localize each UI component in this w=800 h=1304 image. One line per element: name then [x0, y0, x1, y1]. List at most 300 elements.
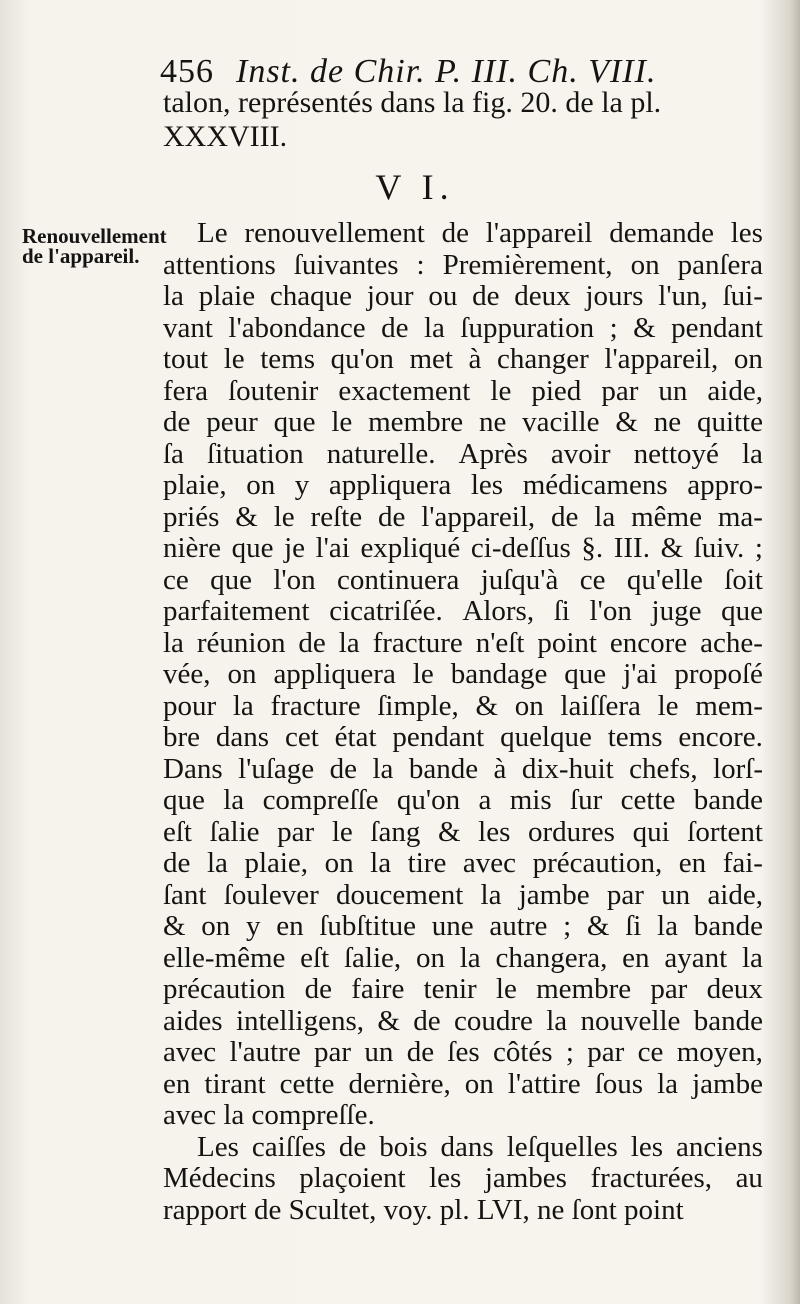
text-line [163, 817, 763, 849]
word: de [441, 217, 469, 249]
word: en [163, 1067, 191, 1100]
text-line [163, 628, 763, 660]
word: ſortent [687, 815, 763, 848]
word: ſoulever [223, 878, 319, 911]
word: Les [197, 1130, 239, 1163]
word: deux [706, 973, 763, 1005]
word: j'ai [623, 658, 658, 690]
word: ſuppuration [460, 311, 595, 344]
word: la [657, 910, 678, 942]
word: appliquera [273, 658, 396, 690]
word: bande [693, 1004, 763, 1037]
text-line [163, 848, 763, 880]
text-line [163, 1069, 763, 1101]
word: de [472, 280, 500, 312]
word: on [415, 941, 445, 974]
word: chefs, [629, 752, 698, 785]
word: encore. [678, 721, 763, 753]
word: un [364, 1036, 394, 1068]
text-line [163, 1006, 763, 1038]
word: caiſſes [251, 1130, 326, 1163]
text-line [163, 785, 763, 817]
word: par [314, 1036, 352, 1068]
word: cette [620, 784, 676, 816]
word: les [429, 1162, 462, 1194]
word: le [331, 815, 353, 848]
word: le [657, 689, 679, 722]
text-line [163, 911, 763, 943]
word: ma- [717, 500, 763, 533]
word: ne [537, 1193, 565, 1226]
word: mis [509, 784, 552, 816]
word: l'attire [507, 1067, 581, 1100]
word: nouvelle [580, 1004, 681, 1037]
word: même [631, 500, 702, 533]
word: je [284, 532, 305, 564]
word: réunion [196, 626, 286, 659]
word: jour [366, 280, 414, 312]
word: ſuivantes [293, 248, 399, 281]
word: une [431, 910, 474, 942]
word: tirant [204, 1067, 266, 1100]
word: que [210, 563, 252, 596]
page-number: 456 [160, 53, 214, 90]
word: aide, [707, 374, 763, 407]
word: priés [163, 500, 220, 533]
paragraph-body [163, 218, 763, 1226]
word: y [294, 469, 310, 501]
word: quelque [500, 721, 592, 753]
word: la [206, 847, 228, 879]
word: ſont [571, 1193, 617, 1226]
word: l'appareil, [604, 343, 719, 375]
word: le [412, 658, 434, 690]
word: la [232, 689, 254, 722]
word: ſur [570, 784, 603, 816]
word: aides [163, 1004, 223, 1037]
word: mem- [695, 689, 763, 722]
text-line [163, 722, 763, 754]
word: l'appareil [485, 217, 593, 249]
word: plaie, [163, 469, 227, 501]
word: vée, [163, 658, 211, 690]
word: un [658, 374, 688, 407]
word: qui [632, 815, 670, 848]
word: point [624, 1193, 684, 1226]
word: la [163, 280, 184, 312]
text-line [163, 344, 763, 376]
word: & [660, 532, 684, 564]
word: l'autre [229, 1036, 301, 1068]
word: ache- [700, 626, 763, 659]
word: plaçoient [299, 1162, 406, 1194]
word: la [657, 1067, 679, 1100]
word: ce [637, 1036, 664, 1068]
word: Le [197, 217, 228, 249]
word: de [381, 311, 409, 344]
word: les [630, 1130, 664, 1163]
word: ſi [553, 595, 570, 627]
word: qu'elle [626, 563, 703, 596]
word: l'appareil, [421, 500, 536, 533]
word: naturelle. [326, 437, 436, 470]
word: & [633, 311, 656, 344]
word: §. [581, 532, 604, 564]
word: la [424, 311, 445, 344]
word: cet [284, 721, 319, 753]
word: précaution [163, 973, 286, 1005]
word: pour [163, 689, 217, 722]
word: a [478, 784, 492, 816]
word: & [586, 910, 610, 942]
word: on [227, 658, 257, 690]
word: encore [609, 626, 688, 659]
word: l'un, [658, 280, 708, 312]
word: la [594, 500, 616, 533]
text-line [163, 533, 763, 565]
word: un [661, 878, 691, 911]
word: la [742, 437, 763, 470]
word: par [587, 1036, 625, 1068]
word: nière [163, 532, 221, 564]
word: ſalie, [343, 941, 402, 974]
text-line [163, 1132, 763, 1164]
word: ce [163, 563, 189, 596]
word: que [721, 595, 763, 627]
word: de [254, 1193, 282, 1226]
word: bande [408, 752, 479, 785]
word: l'on [273, 563, 316, 596]
word: avoir [550, 437, 611, 470]
word: la [223, 784, 245, 816]
word: cette [279, 1067, 335, 1100]
word: ; [754, 532, 763, 564]
word: l'on [589, 595, 632, 627]
word: elle-même [163, 941, 286, 974]
word: ordures [527, 815, 615, 848]
text-line: avec la compreſſe. [163, 1099, 375, 1131]
word: tenir [423, 973, 477, 1005]
word: ; [565, 1036, 574, 1068]
text-line [163, 1037, 763, 1069]
word: on [733, 343, 763, 375]
word: juſqu'à [480, 563, 559, 596]
word: la [338, 626, 360, 659]
word: on [201, 910, 231, 942]
word: reſte [310, 500, 363, 533]
word: pied [531, 374, 582, 407]
word: & [163, 910, 186, 942]
word: la [459, 941, 481, 974]
word: ne [653, 406, 682, 438]
word: laiſſera [560, 689, 641, 722]
text-line [163, 407, 763, 439]
running-title: Inst. de Chir. P. III. Ch. VIII. [236, 53, 657, 90]
word: le [495, 973, 517, 1005]
word: moyen, [676, 1036, 763, 1068]
word: ſui- [722, 280, 763, 312]
word: pendant [392, 721, 485, 753]
word: aide, [707, 878, 763, 911]
word: que [564, 658, 607, 690]
word: continuera [336, 563, 460, 596]
word: qu'on [330, 343, 394, 375]
word: juge [651, 595, 702, 627]
word: : [416, 248, 425, 281]
word: doucement [336, 878, 464, 911]
word: fera [163, 374, 209, 407]
word: on [514, 689, 544, 722]
word: ſi [625, 910, 642, 942]
word: ſa [163, 437, 184, 470]
word: l'ai [315, 532, 350, 564]
word: l'abondance [228, 311, 366, 344]
word: ſimple, [377, 689, 459, 722]
word: la [480, 878, 502, 911]
word: les [470, 469, 504, 501]
word: Médecins [163, 1162, 276, 1194]
word: exactement [338, 374, 471, 407]
word: LVI, [476, 1193, 530, 1226]
word: ci-deſſus [470, 532, 571, 564]
word: au [735, 1162, 763, 1194]
word: en [622, 941, 650, 974]
word: point [537, 626, 597, 659]
word: de [551, 500, 579, 533]
text-line [163, 281, 763, 313]
word: dix-huit [521, 752, 614, 785]
word: précaution, [532, 847, 663, 879]
word: ne [478, 406, 507, 438]
word: le [223, 343, 245, 375]
word: de [298, 626, 326, 659]
word: pl. [439, 1193, 470, 1226]
word: deux [514, 280, 571, 312]
word: ſes [447, 1036, 480, 1068]
text-line [163, 754, 763, 786]
word: anciens [675, 1130, 763, 1163]
word: eſt [300, 941, 330, 974]
word: fracture [270, 689, 361, 722]
word: les [478, 815, 511, 848]
word: appliquera [328, 469, 452, 501]
word: & [437, 815, 461, 848]
word: renouvellement [244, 217, 425, 249]
word: appro- [687, 469, 763, 501]
word: on [246, 469, 276, 501]
text-line [163, 218, 763, 250]
text-line [163, 565, 763, 597]
word: la [370, 847, 392, 879]
word: de [163, 847, 191, 879]
word: & [615, 406, 638, 438]
word: avec [462, 847, 517, 879]
word: par [650, 973, 688, 1005]
word: de [329, 752, 357, 785]
word: pendant [671, 311, 763, 344]
word: que [231, 532, 274, 564]
word: quitte [696, 406, 763, 438]
word: le [490, 374, 512, 407]
word: propoſé [674, 658, 763, 690]
word: III. [613, 532, 650, 564]
word: lorſ- [713, 752, 763, 785]
word: Alors, [462, 595, 535, 627]
word: intelligens, [235, 1004, 365, 1037]
word: cicatriſée. [329, 595, 443, 627]
word: jambe [518, 878, 590, 911]
word: compreſſe [262, 784, 379, 816]
word: ; [563, 910, 572, 942]
text-line [163, 1195, 763, 1227]
word: met [409, 343, 453, 375]
word: ſituation [207, 437, 304, 470]
text-line [163, 313, 763, 345]
word: dans [440, 1130, 494, 1163]
word: expliqué [360, 532, 461, 564]
word: Premièrement, [442, 248, 613, 281]
word: ſant [163, 878, 207, 911]
word: attentions [163, 248, 276, 281]
word: que [163, 784, 205, 816]
continued-text [163, 86, 763, 154]
word: plaie [198, 280, 256, 312]
word: y [246, 910, 261, 942]
word: ſuiv. [693, 532, 745, 564]
word: la [372, 752, 394, 785]
word: par [601, 374, 639, 407]
word: vant [163, 311, 213, 344]
word: bandage [450, 658, 548, 690]
word: & [475, 689, 498, 722]
word: eſt [163, 815, 192, 848]
word: par [606, 878, 644, 911]
word: de [377, 500, 406, 533]
word: côtés [492, 1036, 553, 1068]
word: à [468, 343, 482, 375]
word: jours [585, 280, 644, 312]
text-line [163, 439, 763, 471]
word: tems [260, 343, 316, 375]
word: & [377, 1004, 400, 1037]
margin-note: Renouvellement de l'appareil. [22, 224, 167, 268]
word: membre [368, 406, 464, 438]
word: plaie, [244, 847, 309, 879]
word: chaque [269, 280, 353, 312]
word: on [324, 847, 354, 879]
text-line [163, 974, 763, 1006]
word: que [273, 406, 316, 438]
word: état [334, 721, 377, 753]
word: la [546, 1004, 568, 1037]
word: faire [351, 973, 405, 1005]
word: Scultet, [288, 1193, 377, 1226]
word: demande [609, 217, 714, 249]
word: de [406, 1036, 435, 1068]
word: bre [163, 721, 201, 753]
word: en [678, 847, 707, 879]
word: les [730, 217, 763, 249]
word: voy. [383, 1193, 433, 1226]
word: ſoutenir [228, 374, 319, 407]
word: ſous [594, 1067, 644, 1100]
word: Après [458, 437, 528, 470]
word: qu'on [396, 784, 461, 816]
word: la [163, 626, 184, 659]
word: peur [206, 406, 258, 438]
word: fracturées, [590, 1162, 713, 1194]
text-line: XXXVIII. [163, 120, 288, 153]
word: ayant [664, 941, 728, 974]
word: tout [163, 343, 209, 375]
word: par [277, 815, 315, 848]
word: ſubſtitue [319, 910, 417, 942]
word: le [273, 500, 295, 533]
word: de [304, 973, 332, 1005]
word: ce [579, 563, 606, 596]
word: Dans [163, 752, 223, 785]
word: de [163, 406, 191, 438]
word: fai- [722, 847, 763, 879]
word: ſalie [209, 815, 260, 848]
word: rapport [163, 1193, 247, 1226]
word: parfaitement [163, 595, 310, 627]
text-line [163, 880, 763, 912]
text-line [163, 376, 763, 408]
word: panſera [677, 248, 763, 281]
word: nettoyé [633, 437, 719, 470]
text-line: talon, représentés dans la fig. 20. de la pl. [163, 86, 662, 119]
text-line [163, 250, 763, 282]
text-line [163, 691, 763, 723]
word: avec [163, 1036, 217, 1068]
word: changera, [495, 941, 608, 974]
word: membre [536, 973, 632, 1005]
word: changer [497, 343, 589, 375]
word: on [464, 1067, 494, 1100]
word: la [741, 941, 763, 974]
word: dernière, [348, 1067, 451, 1100]
word: en [276, 910, 304, 942]
text-line [163, 659, 763, 691]
word: bande [693, 784, 763, 816]
text-line [163, 1163, 763, 1195]
word: coudre [453, 1004, 533, 1037]
word: bande [693, 910, 763, 942]
word: à [493, 752, 507, 785]
word: de [413, 1004, 441, 1037]
word: bois [379, 1130, 428, 1163]
word: l'uſage [238, 752, 315, 785]
word: ſoit [724, 563, 763, 596]
word: de [338, 1130, 367, 1163]
word: jambe [692, 1067, 763, 1100]
word: dans [215, 721, 270, 753]
word: jambes [484, 1162, 567, 1194]
word: & [235, 500, 258, 533]
word: le [331, 406, 353, 438]
text-line [163, 943, 763, 975]
section-number: V I. [375, 167, 455, 207]
word: fracture [372, 626, 463, 659]
word: ſang [370, 815, 421, 848]
word: on [630, 248, 660, 281]
word: tire [407, 847, 447, 879]
word: autre [489, 910, 548, 942]
word: médicamens [522, 469, 668, 501]
text-line [163, 502, 763, 534]
text-line [163, 470, 763, 502]
